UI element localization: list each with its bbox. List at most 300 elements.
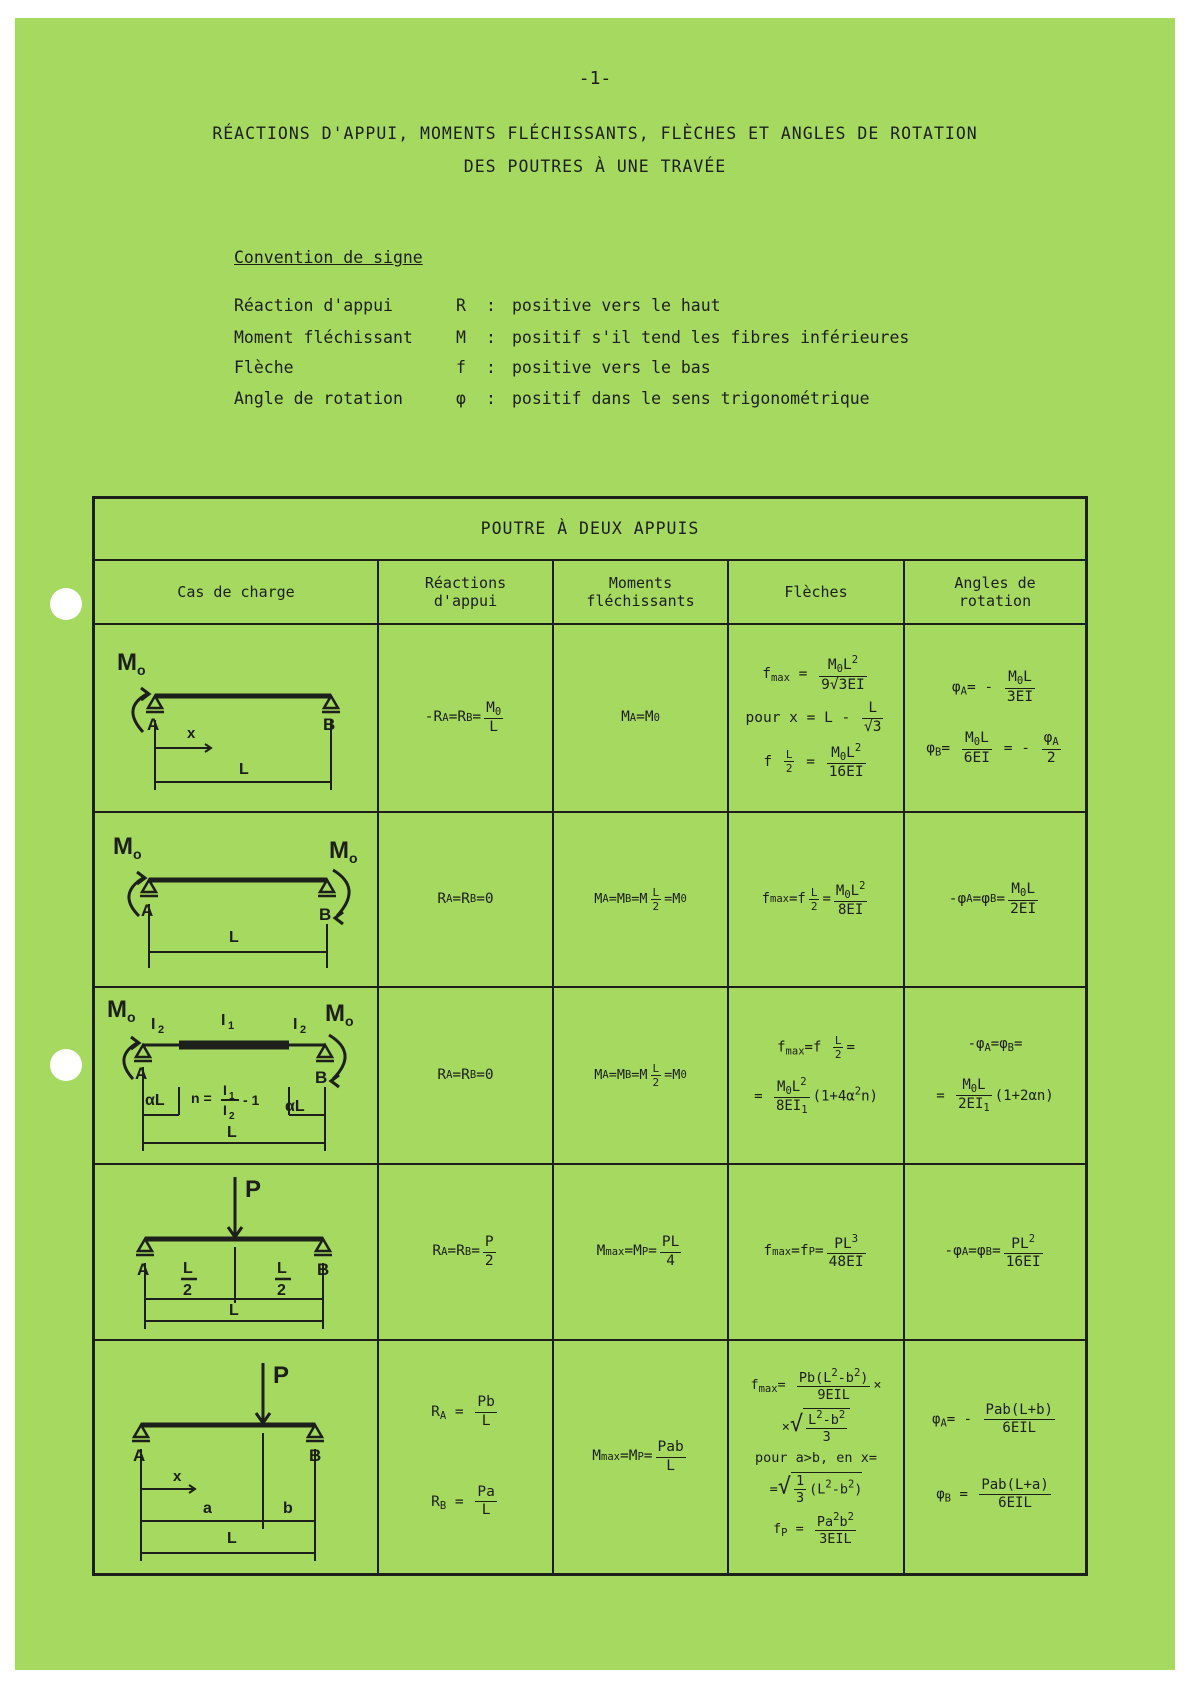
formula-text: PL	[834, 1235, 852, 1252]
formula-sup: 2	[851, 654, 859, 667]
reactions-1	[379, 625, 552, 811]
moment-sub: o	[349, 849, 358, 866]
formula-sub: 0	[680, 1069, 687, 1082]
n-den-sub: 2	[229, 1110, 235, 1122]
formula-text: ×	[781, 1419, 790, 1436]
formula-text: f	[762, 666, 771, 683]
angles-3	[905, 988, 1085, 1163]
header-text: Réactions	[424, 574, 507, 592]
fleches-2	[729, 813, 903, 986]
formula-text: =f	[804, 1039, 822, 1056]
alpha-l-label: αL	[285, 1097, 305, 1115]
moment-sub: o	[127, 1008, 136, 1025]
convention-colon: :	[486, 296, 496, 315]
formula-text: M	[1011, 881, 1020, 897]
formula-text: =	[643, 1448, 653, 1465]
formula-sup: 2	[854, 1085, 862, 1098]
support-a-label: A	[135, 1063, 148, 1083]
formula-sub: A	[441, 1245, 448, 1258]
formula-sub: 0	[1016, 675, 1024, 688]
point-load-arrow	[228, 1177, 242, 1237]
support-a-icon	[134, 1045, 152, 1061]
formula-text: =	[754, 1088, 763, 1105]
formula-text: 3	[795, 1489, 805, 1506]
formula-text: pour x = L -	[745, 710, 851, 726]
x-arrow	[141, 1485, 195, 1493]
header-angles	[905, 561, 1085, 623]
formula-text: -R	[424, 709, 443, 726]
formula-sub: max	[770, 672, 790, 685]
formula-sub: max	[605, 1245, 625, 1258]
formula-text: =M	[608, 1067, 625, 1084]
moments-5: M max =M P = Pab L	[592, 1439, 684, 1474]
inertia-label: I	[151, 1015, 156, 1033]
span-label: L	[229, 928, 239, 946]
span-label: L	[227, 1530, 237, 1547]
inertia-sub: 2	[300, 1023, 307, 1036]
formula-text: -φ	[948, 890, 967, 907]
formula-text: =φ	[972, 890, 990, 907]
formula-sup: 2	[816, 1409, 823, 1422]
punch-hole	[50, 1049, 82, 1081]
formula-text: =	[1013, 1036, 1023, 1053]
half-span-den: 2	[183, 1282, 192, 1299]
moment-arrowhead	[335, 912, 343, 924]
formula-sup: 2	[838, 1409, 846, 1422]
x-label: x	[173, 1468, 182, 1485]
moment-label: M	[117, 649, 137, 676]
formula-text: )	[854, 1481, 863, 1498]
formula-text: =f	[788, 891, 806, 908]
formula-sub: A	[446, 1069, 453, 1082]
formula-text: M	[1008, 669, 1017, 686]
formula-text: =	[991, 1243, 1001, 1260]
formula-text: 1	[795, 1472, 805, 1489]
b-label: b	[283, 1500, 293, 1517]
support-b-label: B	[317, 1260, 330, 1279]
convention-colon: :	[486, 358, 496, 377]
convention-name: Flèche	[234, 358, 294, 377]
header-text: fléchissants	[586, 592, 695, 610]
formula-sup: 2	[859, 879, 866, 892]
formula-text: (L	[809, 1481, 826, 1498]
formula-text: Pab(L+b)	[985, 1402, 1053, 1419]
span-label: L	[227, 1123, 237, 1141]
formula-text: Pab(L+a)	[981, 1477, 1049, 1493]
formula-text: M	[621, 709, 630, 726]
formula-text: L	[791, 1078, 801, 1095]
formula-text: L	[842, 657, 852, 674]
formula-text: L	[652, 885, 660, 899]
formula-text: (1+4α	[812, 1088, 855, 1105]
formula-text: L	[977, 1076, 986, 1093]
formula-text: =	[936, 1087, 945, 1104]
formula-text: Pb(L	[798, 1369, 832, 1386]
formula-text: L	[808, 1412, 817, 1429]
formula-text: 8EI	[775, 1098, 802, 1115]
formula-text: = -	[1003, 740, 1030, 757]
support-b-label: B	[315, 1067, 328, 1087]
formula-sub: 0	[836, 663, 843, 676]
formula-text: =M	[636, 709, 654, 726]
formula-text: 6EIL	[998, 1494, 1032, 1511]
formula-text: =	[777, 1376, 786, 1393]
formula-text: L	[785, 748, 793, 762]
formula-text: √3	[864, 718, 882, 735]
beam-diagram	[101, 628, 371, 808]
convention-colon: :	[486, 389, 496, 408]
formula-text: =M	[619, 1448, 638, 1465]
formula-text: L	[862, 700, 883, 718]
moment-label: M	[107, 995, 127, 1023]
formula-text: =	[471, 1243, 480, 1260]
formula-sub: B	[1007, 1042, 1014, 1055]
formula-sub: 0	[653, 711, 660, 724]
formula-text: =	[798, 666, 808, 683]
span-label: L	[229, 1302, 239, 1319]
moment-label: M	[113, 832, 133, 860]
formula-text: M	[486, 699, 495, 716]
formula-text: = -	[966, 679, 994, 696]
convention-name: Réaction d'appui	[234, 296, 393, 315]
formula-text: f	[763, 753, 773, 770]
formula-text: -φ	[967, 1036, 985, 1053]
formula-text: =M	[664, 891, 681, 908]
support-b-icon	[316, 1045, 334, 1061]
formula-sub: 0	[839, 750, 847, 763]
support-a-label: A	[133, 1446, 146, 1465]
formula-text: 2	[652, 1076, 660, 1089]
formula-text: L	[652, 1061, 660, 1075]
convention-colon: :	[486, 328, 496, 347]
formula-text: L	[481, 1412, 491, 1429]
moment-arrowhead	[331, 1075, 339, 1087]
header-text: Angles de	[954, 574, 1036, 592]
moment-sub: o	[345, 1012, 354, 1029]
formula-text: L	[980, 730, 989, 746]
formula-text: L	[481, 1502, 491, 1519]
formula-text: =M	[624, 1243, 642, 1260]
header-reactions	[379, 561, 552, 623]
formula-sub: 0	[680, 893, 687, 906]
support-b-label: B	[309, 1446, 322, 1465]
formula-text: =f	[791, 1243, 809, 1260]
load-label: P	[273, 1362, 290, 1389]
convention-symbol: f	[456, 358, 466, 377]
reactions-2: R A =R B =0	[437, 890, 494, 907]
formula-sub: 0	[494, 705, 502, 718]
angles-5: $\varphi_A=$ - Pab(L+b) 6EIL $\varphi_B$ = Pab(L+a) 6EIL	[932, 1402, 1053, 1511]
n-den: I	[223, 1101, 227, 1118]
load-case-diagram-4	[95, 1165, 377, 1339]
moments-4: M max =M P = $\frac{PL}{4}$	[596, 1234, 680, 1269]
reactions-5: $R_A$ = $\frac{Pb}{L}$ $R_B$ = $\frac{Pa}{L}$	[431, 1394, 495, 1519]
point-load-arrow	[256, 1363, 270, 1423]
formula-sub: max	[785, 1045, 805, 1058]
formula-text: 48EI	[828, 1254, 864, 1270]
load-case-diagram-3	[95, 988, 377, 1163]
formula-sup: 2	[831, 1366, 838, 1379]
formula-sup: 2	[854, 741, 862, 754]
support-a-label: A	[137, 1260, 150, 1279]
formula-sub: A	[602, 893, 609, 906]
formula-sup: 2	[800, 1075, 807, 1088]
formula-text: =	[996, 890, 1006, 907]
formula-text: Pa	[475, 1484, 496, 1502]
formula-sub: 0	[844, 888, 851, 901]
formula-text: =M	[631, 1067, 648, 1084]
formula-sub: 0	[973, 736, 981, 748]
n-num: I	[223, 1081, 227, 1098]
formula-sub: 1	[801, 1104, 808, 1117]
formula-text: 2EI	[958, 1096, 984, 1113]
n-num-sub: 1	[229, 1090, 235, 1102]
formula-text: L	[1023, 669, 1032, 686]
formula-sup: 2	[825, 1478, 832, 1491]
formula-sub: 0	[1020, 887, 1027, 899]
formula-text: =M	[608, 891, 625, 908]
formula-text: L	[810, 885, 818, 899]
angles-2	[905, 813, 1085, 986]
formula-text: =	[846, 1039, 855, 1056]
formula-text: 16EI	[828, 764, 864, 781]
formula-text: 2	[484, 1252, 494, 1269]
support-a-label: A	[141, 900, 154, 920]
formula-sub: A	[442, 711, 449, 724]
span-label: L	[239, 761, 249, 778]
formula-sub: P	[808, 1245, 815, 1258]
convention-symbol: φ	[456, 389, 466, 408]
formula-sub: B	[439, 1499, 447, 1512]
formula-text: =0	[476, 1066, 494, 1083]
formula-sub: 1	[983, 1102, 990, 1115]
formula-text: =	[941, 740, 951, 757]
formula-text: -φ	[944, 1243, 962, 1260]
moment-sub: o	[137, 662, 146, 678]
formula-sub: A	[1052, 736, 1059, 748]
formula-text: f	[761, 891, 770, 908]
formula-text: φ	[926, 740, 935, 757]
formula-text: Pa	[816, 1513, 834, 1530]
formula-text: 3	[822, 1429, 831, 1446]
formula-text: =0	[476, 890, 494, 907]
half-span-den: 2	[277, 1282, 286, 1299]
formula-sub: P	[641, 1245, 649, 1258]
load-case-diagram-1	[95, 625, 377, 811]
formula-text: M	[777, 1078, 786, 1095]
moments-1	[554, 625, 727, 811]
formula-sub: A	[960, 685, 967, 698]
beam-diagram	[101, 1167, 371, 1337]
n-minus: - 1	[243, 1091, 260, 1108]
formula-sub: max	[772, 1245, 792, 1258]
formula-text: -b	[837, 1369, 854, 1386]
formula-text: 6EI	[963, 749, 990, 766]
formula-text: =φ	[968, 1243, 986, 1260]
formula-sup: 2	[853, 1366, 861, 1379]
formula-sub: A	[984, 1042, 991, 1055]
formula-sub: max	[770, 893, 789, 906]
formula-sup: 2	[1028, 1232, 1036, 1245]
formula-text: M	[831, 744, 840, 761]
reactions-3: R A =R B =0	[437, 1066, 494, 1083]
formula-sub: B	[624, 1069, 632, 1082]
formula-text: =	[795, 1521, 804, 1538]
formula-sub: 0	[970, 1082, 978, 1095]
moment-label: M	[329, 836, 349, 864]
page-title-line2: DES POUTRES À UNE TRAVÉE	[463, 157, 727, 176]
formula-text: L	[846, 744, 855, 761]
formula-text: L	[489, 719, 499, 736]
formula-text: M	[827, 657, 837, 674]
formula-text: 2	[834, 1048, 842, 1062]
formula-sub: B	[935, 746, 942, 759]
formula-sub: A	[439, 1410, 447, 1423]
formula-sub: B	[469, 1069, 477, 1082]
inertia-sub: 1	[228, 1019, 235, 1032]
formula-sub: max	[758, 1382, 778, 1395]
formula-text: φ	[1043, 730, 1053, 746]
formula-text: =φ	[990, 1036, 1008, 1053]
convention-desc: positive vers le haut	[512, 296, 721, 315]
formula-sub: B	[464, 1245, 472, 1258]
half-span-num: L	[183, 1260, 193, 1277]
formula-text: =	[472, 709, 482, 726]
formula-sub: A	[966, 893, 973, 906]
fleches-5: $f_{max}=$ $Pb(L^2-b^2)$ 9EIL × ×√ $\frac{L^2-b^2}{3}$ pour a>b, en x= =√ $\frac{1}{3}$ $(L^2-b^2)$ $f_P$ = $Pa^2b^2$ 3EIL	[750, 1366, 882, 1548]
formula-text: Pb	[475, 1394, 496, 1412]
formula-text: =	[806, 753, 815, 770]
formula-text: 2	[1046, 749, 1056, 766]
formula-text: =	[959, 1486, 968, 1503]
formula-text: 6EIL	[1002, 1420, 1037, 1437]
beam-diagram	[101, 1343, 371, 1571]
moments-3: M A =M B =M $\frac{L}{2}$ =M 0	[594, 1061, 687, 1089]
formula-text: L	[666, 1457, 675, 1474]
convention-symbol: R	[456, 296, 466, 315]
formula-text: f	[777, 1039, 786, 1056]
formula-text: M	[835, 882, 845, 899]
x-label: x	[187, 725, 196, 742]
formula-sub: B	[985, 1245, 992, 1258]
formula-sub: A	[961, 1245, 969, 1258]
convention-desc: positif dans le sens trigonométrique	[512, 389, 870, 408]
formula-sub: P	[781, 1527, 788, 1540]
load-label: P	[245, 1176, 262, 1203]
formula-text: 4	[666, 1252, 675, 1269]
formula-text: φ	[951, 679, 961, 696]
formula-text: 2	[652, 900, 660, 913]
support-b-label: B	[323, 715, 336, 734]
formula-sub: max	[601, 1450, 620, 1463]
formula-text: =M	[631, 891, 648, 908]
formula-text: =	[822, 891, 831, 908]
moment-label: M	[325, 999, 345, 1027]
header-moments	[554, 561, 727, 623]
formula-text: 3EIL	[819, 1531, 852, 1548]
reactions-4: R A =R B = $\frac{P}{2}$	[432, 1234, 494, 1269]
formula-sub: B	[624, 893, 632, 906]
formula-text: -b	[831, 1481, 848, 1498]
support-a-label: A	[147, 715, 160, 734]
formula-sub: B	[990, 893, 997, 906]
angles-1	[905, 625, 1085, 811]
load-case-diagram-2	[95, 813, 377, 986]
convention-title: Convention de signe	[234, 248, 423, 267]
load-case-diagram-5	[95, 1341, 377, 1573]
convention-name: Moment fléchissant	[234, 328, 413, 347]
moment-arc	[133, 694, 147, 732]
formula-sup: 2	[833, 1510, 840, 1523]
formula-sup: 2	[847, 1478, 855, 1491]
formula-text: 2EI	[1010, 900, 1037, 917]
formula-text: =M	[664, 1067, 681, 1084]
support-b-label: B	[319, 904, 332, 924]
formula-text: =R	[448, 709, 467, 726]
header-text: rotation	[958, 592, 1032, 610]
formula-text: =	[454, 1493, 464, 1510]
fleches-3	[729, 988, 903, 1163]
formula-text: ×	[873, 1376, 882, 1393]
formula-sub: 0	[785, 1084, 792, 1097]
page-number: -1-	[578, 68, 612, 89]
convention-desc: positif s'il tend les fibres inférieures	[512, 328, 910, 347]
page-title-line1: RÉACTIONS D'APPUI, MOMENTS FLÉCHISSANTS, FLÈCHES ET ANGLES DE ROTATION	[212, 124, 978, 143]
beam-diagram	[101, 991, 371, 1161]
formula-text: -b	[822, 1412, 839, 1429]
table-title: POUTRE À DEUX APPUIS	[480, 519, 700, 539]
formula-text: b	[839, 1513, 848, 1530]
formula-text: M	[962, 1076, 971, 1093]
formula-sub: B	[466, 711, 473, 724]
header-cas: Cas de charge	[177, 583, 295, 601]
formula-sub: P	[637, 1450, 644, 1463]
formula-sub: A	[446, 893, 453, 906]
formula-text: L	[850, 882, 860, 899]
formula-text: 8EI	[838, 902, 864, 919]
moment-sub: o	[133, 845, 142, 862]
formula-text: 3EI	[1006, 688, 1034, 705]
header-text: Moments	[608, 574, 673, 592]
a-label: a	[203, 1500, 212, 1517]
formula-text: =	[648, 1243, 657, 1260]
inertia-sub: 2	[158, 1023, 165, 1036]
formula-text: =	[814, 1243, 824, 1260]
formula-sub: A	[629, 711, 637, 724]
moments-2: M A =M B =M $\frac{L}{2}$ =M 0	[594, 885, 687, 913]
formula-text: (1+2αn)	[994, 1087, 1054, 1104]
formula-text: = -	[946, 1411, 973, 1428]
formula-text: 16EI	[1005, 1254, 1041, 1270]
convention-symbol: M	[456, 328, 466, 347]
formula-text: PL	[1011, 1235, 1029, 1252]
header-fleches: Flèches	[784, 583, 848, 601]
formula-sub: A	[940, 1417, 947, 1430]
convention-desc: positive vers le bas	[512, 358, 711, 377]
formula-text: =	[454, 1404, 464, 1421]
formula-sub: B	[944, 1492, 951, 1505]
n-label: n =	[191, 1089, 212, 1106]
x-arrow	[155, 744, 211, 752]
inertia-label: I	[293, 1015, 298, 1033]
formula-text: L	[1026, 881, 1036, 897]
formula-text: 2	[785, 762, 793, 776]
formula-text: L	[834, 1034, 842, 1048]
formula-text: M	[965, 730, 974, 746]
formula-sup: 3	[851, 1232, 859, 1245]
formula-text: )	[860, 1369, 869, 1386]
formula-sub: B	[469, 893, 477, 906]
